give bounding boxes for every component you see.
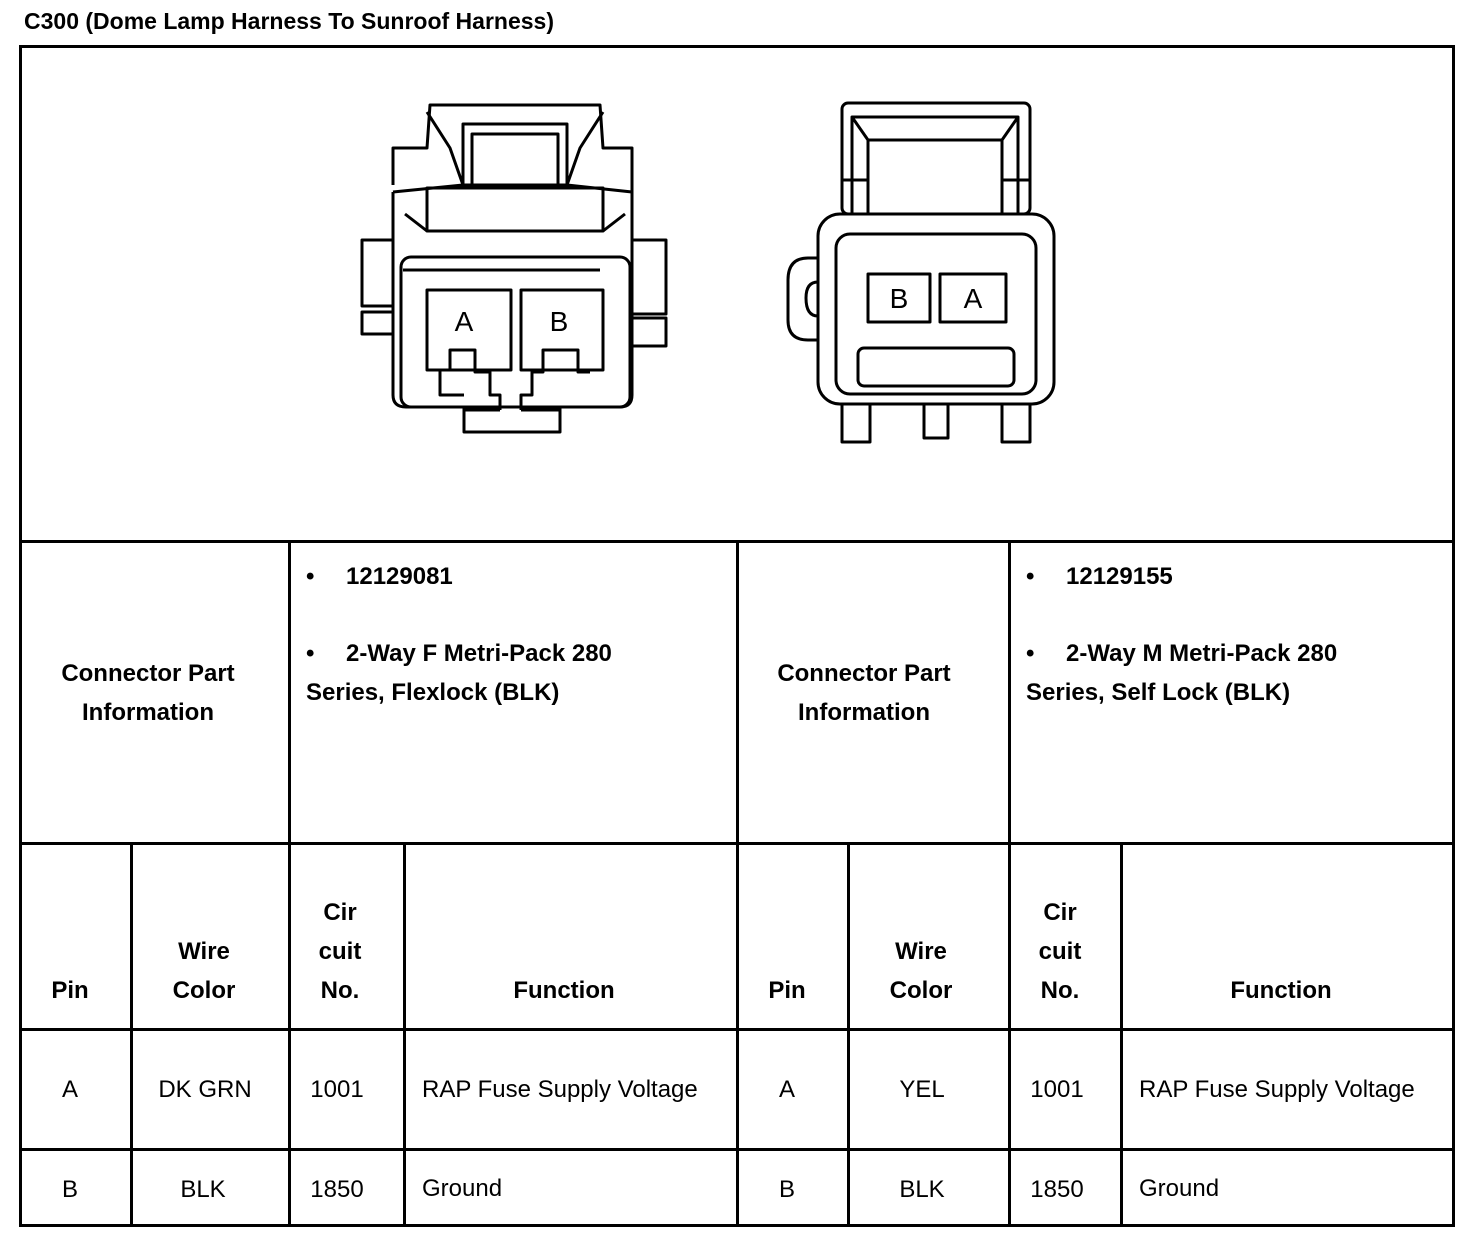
table-cell-pin: B <box>61 1175 78 1203</box>
part-description-right: • 2-Way M Metri-Pack 280 Series, Self Lock (BLK) <box>1026 640 1338 706</box>
header-circuit: Cir cuit No. <box>1038 899 1082 1004</box>
table-cell-pin: A <box>61 1076 78 1103</box>
table-cell-function: RAP Fuse Supply Voltage <box>422 1075 698 1103</box>
header-wire-color: Wire Color <box>172 938 236 1004</box>
header-function: Function <box>513 977 615 1004</box>
header-circuit: Cir cuit No. <box>318 899 362 1004</box>
table-cell-function: Ground <box>1139 1175 1220 1202</box>
table-cell-circuit: 1001 <box>1030 1076 1084 1103</box>
table-cell-wire-color: DK GRN <box>158 1076 252 1103</box>
table-cell-wire-color: YEL <box>899 1076 945 1103</box>
connector-diagram <box>0 0 1472 540</box>
female-connector-drawing <box>362 105 666 432</box>
connector-part-info-label-right: Connector Part Information <box>777 659 951 726</box>
connector-part-info-label-left: Connector Part Information <box>61 659 235 726</box>
table-cell-circuit: 1850 <box>1030 1175 1084 1203</box>
table-cell-wire-color: BLK <box>899 1175 945 1203</box>
female-pin-a-label: A <box>454 306 474 337</box>
male-pin-a-label: A <box>963 283 983 314</box>
header-pin: Pin <box>768 977 806 1004</box>
part-number-left: • 12129081 <box>306 563 453 590</box>
part-number-right: • 12129155 <box>1026 563 1173 590</box>
table-cell-pin: B <box>778 1175 795 1203</box>
header-function: Function <box>1230 977 1332 1004</box>
table-cell-wire-color: BLK <box>180 1175 226 1203</box>
table-cell-function: RAP Fuse Supply Voltage <box>1139 1075 1415 1103</box>
table-cell-circuit: 1850 <box>310 1175 364 1203</box>
part-description-left: • 2-Way F Metri-Pack 280 Series, Flexlock (BLK) <box>306 640 612 706</box>
male-pin-b-label: B <box>889 283 909 314</box>
table-cell-circuit: 1001 <box>310 1076 364 1103</box>
female-pin-b-label: B <box>549 306 569 337</box>
male-connector-drawing <box>788 103 1054 442</box>
header-wire-color: Wire Color <box>889 938 953 1004</box>
page-title: C300 (Dome Lamp Harness To Sunroof Harness) <box>24 8 554 34</box>
table-cell-pin: A <box>778 1076 795 1103</box>
table-cell-function: Ground <box>422 1175 503 1202</box>
header-pin: Pin <box>51 977 89 1004</box>
